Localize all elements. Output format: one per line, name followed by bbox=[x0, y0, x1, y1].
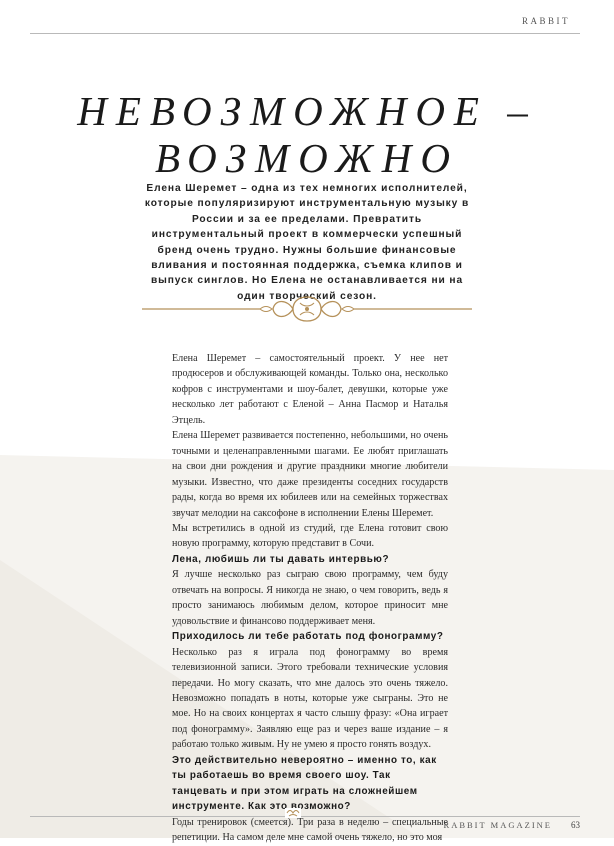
interview-question: Лена, любишь ли ты давать интервью? bbox=[172, 553, 390, 565]
footer-rule bbox=[30, 816, 580, 817]
footer-ornament-icon bbox=[285, 808, 301, 818]
title-line-2: ВОЗМОЖНО bbox=[154, 135, 459, 181]
interview-question: Это действительно невероятно – именно то, как ты работаешь во время своего шоу. Так танцевать и при этом играть на сложнейшем инструменте. Как это возможно? bbox=[172, 754, 437, 813]
interview-question: Приходилось ли тебе работать под фонограмму? bbox=[172, 631, 444, 643]
brand-header: RABBIT bbox=[521, 16, 570, 26]
paragraph: Елена Шеремет развивается постепенно, небольшими, но очень точными и целенаправленными шагами. Ее любят приглашать на свои дни рождения и другие праздники многие любители музыки. Известно, что даже президенты соседних государств рады, когда во время их юбилеев или на семейных торжествах звучат мелодии на саксофоне в исполнении Елены Шеремет. bbox=[172, 430, 448, 519]
paragraph: Мы встретились в одной из студий, где Елена готовит свою новую программу, которую представит в Сочи. bbox=[172, 522, 448, 550]
page-number: 63 bbox=[571, 820, 580, 830]
article-title bbox=[0, 88, 614, 182]
ornament-divider-icon bbox=[142, 294, 472, 324]
paragraph: Несколько раз я играла под фонограмму во время телевизионной записи. Этого требовали технические условия передачи. Но могу сказать, что мне далось это очень тяжело. Невозможно попадать в ноты, которые уже сыграны. Это не мое. Но на своих концертах я часто слышу фразу: «Она играет под фонограмму». Заявляю еще раз и через ваше издание – я работаю только живым. Ну не умею я просто гонять воздух. bbox=[172, 646, 448, 751]
article-body bbox=[172, 351, 448, 846]
footer-magazine-name: RABBIT MAGAZINE bbox=[443, 820, 552, 830]
paragraph: Годы тренировок (смеется). Три раза в неделю – специальные репетиции. На самом деле мне самой очень тяжело, но это моя bbox=[172, 816, 448, 844]
paragraph: Елена Шеремет – самостоятельный проект. У нее нет продюсеров и обслуживающей команды. Только она, несколько кофров с инструментами и шоу-балет, девушки, которые уже несколько лет работают с Еленой – Анна Пасмор и Наталья Этцель. bbox=[172, 353, 448, 426]
article-lead: Елена Шеремет – одна из тех немногих исполнителей, которые популяризируют инструментальную музыку в России и за ее пределами. Превратить инструментальный проект в коммерчески успешный бренд очень трудно. Нужны большие финансовые вливания и постоянная поддержка, съемка клипов и выпуск синглов. Но Елена не останавливается ни на один творческий сезон. bbox=[144, 183, 470, 302]
header-rule bbox=[30, 33, 580, 34]
paragraph: Я лучше несколько раз сыграю свою программу, чем буду отвечать на вопросы. Я никогда не знаю, о чем говорить, ведь я просто занимаюсь любимым делом, которое приносит мне удовольствие и финансово поддерживает меня. bbox=[172, 569, 448, 627]
title-line-1: НЕВОЗМОЖНОЕ – bbox=[77, 88, 537, 134]
